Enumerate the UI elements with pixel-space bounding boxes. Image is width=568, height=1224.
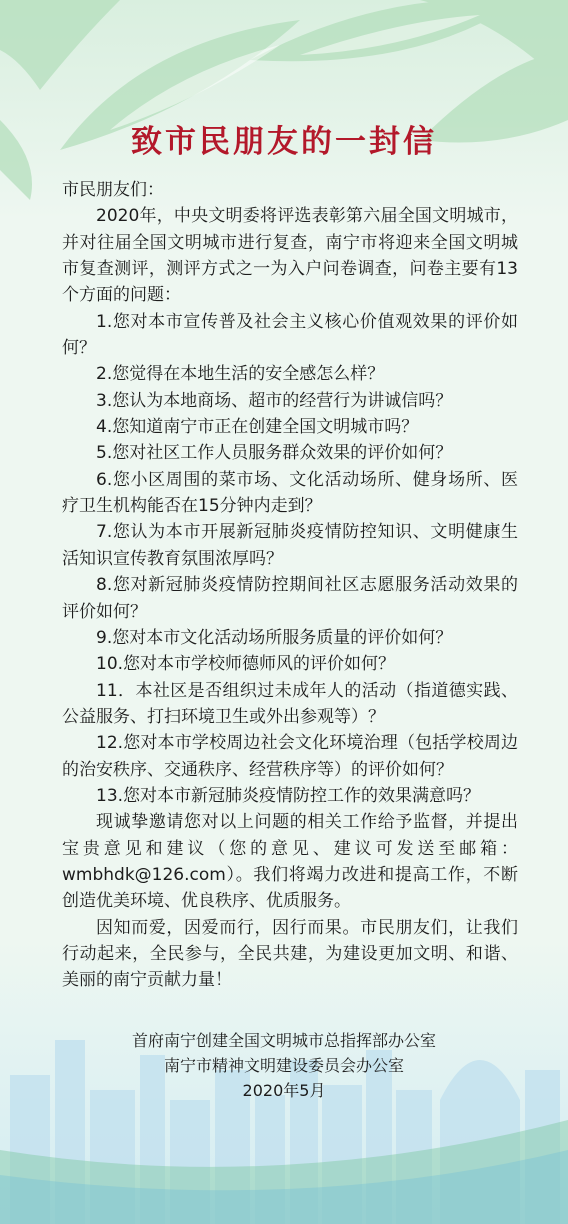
question-item: 2.您觉得在本地生活的安全感怎么样？ (96, 364, 385, 385)
question-item: 12.您对本市学校周边社会文化环境治理（包括学校周边的治安秩序、交通秩序、经营秩序等）的评价如何？ (62, 733, 518, 780)
question-item: 7.您认为本市开展新冠肺炎疫情防控知识、文明健康生活知识宣传教育氛围浓厚吗？ (62, 522, 518, 569)
question-item: 8.您对新冠肺炎疫情防控期间社区志愿服务活动效果的评价如何？ (62, 575, 518, 622)
question-item: 3.您认为本地商场、超市的经营行为讲诚信吗？ (96, 390, 453, 411)
letter-footer (0, 1028, 568, 1103)
question-item: 5.您对社区工作人员服务群众效果的评价如何？ (96, 443, 453, 464)
question-item: 6.您小区周围的菜市场、文化活动场所、健身场所、医疗卫生机构能否在15分钟内走到？ (62, 469, 518, 517)
letter-body (62, 177, 518, 994)
intro-paragraph: 2020年，中央文明委将评选表彰第六届全国文明城市，并对往届全国文明城市进行复查，南宁市将迎来全国文明城市复查测评，测评方式之一为入户问卷调查，问卷主要有13个方面的问题： (62, 206, 518, 306)
greeting: 市民朋友们： (62, 180, 164, 200)
letter-date: 2020年5月 (242, 1081, 326, 1100)
invitation-paragraph: 现诚挚邀请您对以上问题的相关工作给予监督，并提出宝贵意见和建议（您的意见、建议可发送至邮箱：wmbhdk@126.com）。我们将竭力改进和提高工作，不断创造优美环境、优良秩序、优质服务。 (62, 812, 518, 912)
question-item: 11．本社区是否组织过未成年人的活动（指道德实践、公益服务、打扫环境卫生或外出参观等）？ (62, 680, 518, 727)
question-item: 1.您对本市宣传普及社会主义核心价值观效果的评价如何？ (62, 311, 518, 359)
letter-title: 致市民朋友的一封信 (131, 124, 437, 160)
sender-organization: 首府南宁创建全国文明城市总指挥部办公室 (131, 1031, 436, 1050)
question-item: 10.您对本市学校师德师风的评价如何？ (96, 654, 396, 675)
closing-paragraph: 因知而爱，因爱而行，因行而果。市民朋友们，让我们行动起来，全民参与，全民共建，为建设更加文明、和谐、美丽的南宁贡献力量！ (62, 917, 518, 991)
question-item: 4.您知道南宁市正在创建全国文明城市吗？ (96, 417, 419, 438)
sender-organization: 南宁市精神文明建设委员会办公室 (163, 1056, 404, 1075)
question-item: 13.您对本市新冠肺炎疫情防控工作的效果满意吗？ (96, 785, 481, 806)
question-item: 9.您对本市文化活动场所服务质量的评价如何？ (96, 627, 453, 648)
